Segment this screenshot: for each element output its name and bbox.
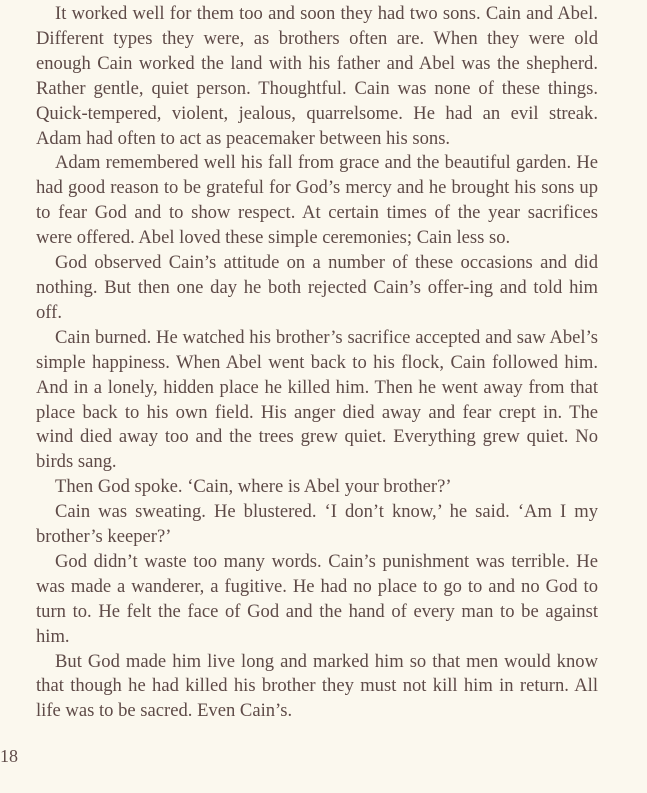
paragraph-5: Then God spoke. ‘Cain, where is Abel your brother?’	[55, 476, 452, 498]
paragraph-6: Cain was sweating. He blustered. ‘I don’t know,’ he said. ‘Am I my brother’s keeper?’	[36, 501, 598, 548]
paragraph-7: God didn’t waste too many words. Cain’s punishment was terrible. He was made a wanderer, a fugitive. He had no place to go to and no God to turn to. He felt the face of God and the hand of every man to be against him.	[36, 550, 598, 647]
paragraph-3: God observed Cain’s attitude on a number of these occasions and did nothing. But then one day he both rejected Cain’s offer-ing and told him off.	[36, 252, 598, 323]
paragraph-2: Adam remembered well his fall from grace and the beautiful garden. He had good reason to be grateful for God’s mercy and he brought his sons up to fear God and to show respect. At certain times of the year sacrifices were offered. Abel loved these simple ceremonies; Cain less so.	[36, 152, 598, 249]
paragraph-4: Cain burned. He watched his brother’s sacrifice accepted and saw Abel’s simple happiness. When Abel went back to his flock, Cain followed him. And in a lonely, hidden place he killed him. Then he went away from that place back to his own field. His anger died away and fear crept in. The wind died away too and the trees grew quiet. Everything grew quiet. No birds sang.	[36, 326, 598, 473]
paragraph-1: It worked well for them too and soon they had two sons. Cain and Abel. Different types they were, as brothers often are. When they were old enough Cain worked the land with his father and Abel was the shepherd. Rather gentle, quiet person. Thoughtful. Cain was none of these things. Quick-tempered, violent, jealous, quarrelsome. He had an evil streak. Adam had often to act as peacemaker between his sons.	[36, 3, 598, 149]
body-text	[36, 2, 598, 724]
page-number: 18	[0, 746, 18, 766]
paragraph-8: But God made him live long and marked him so that men would know that though he had killed his brother they must not kill him in return. All life was to be sacred. Even Cain’s.	[36, 650, 598, 722]
